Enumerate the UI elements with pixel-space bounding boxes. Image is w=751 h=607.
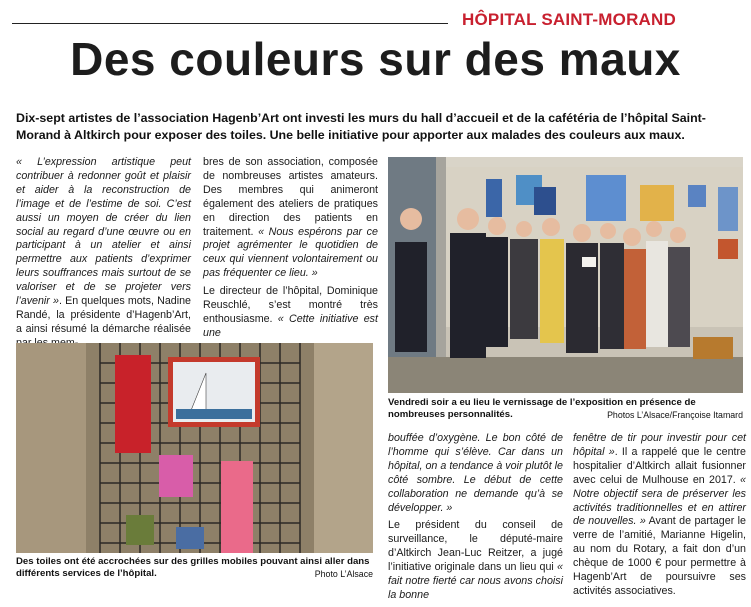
article-column-1 [16, 156, 191, 355]
article-column-3 [388, 432, 563, 607]
photo-vernissage-caption [388, 397, 743, 421]
caption-text: Des toiles ont été accrochées sur des grilles mobiles pouvant ainsi aller dans différents services de l’hôpital. [16, 556, 370, 579]
article-column-4 [573, 432, 746, 603]
body-text: . Il a rappelé que le centre hospitalier d’Altkirch allait fusionner avec celui de Mulhouse en 2017. [573, 445, 746, 486]
photo-grid-caption [16, 556, 373, 580]
body-text: Le directeur de l’hôpital, Dominique Reuschlé, s’est montré très enthousiasme. [203, 285, 378, 325]
quote: « L’expression artistique peut contribuer à redonner goût et plaisir et aider à la reconstruction de l’image et de l’estime de soi. C’est aussi un moyen de créer du lien social au regard d’une œuvre ou en participant à un atelier et ainsi permettre aux patients d’exprimer leurs souffrances mais surtout de se valoriser et de se projeter vers l’avenir » [16, 156, 191, 308]
photo-credit: Photo L’Alsace [314, 569, 373, 579]
photo-vernissage [388, 157, 743, 393]
quote: fenêtre de tir pour investir pour cet hôpital » [573, 432, 746, 458]
quote: « Cette initiative est une [203, 312, 378, 339]
quote: bouffée d’oxygène. Le bon côté de l’homme qui s’élève. Car dans un hôpital, on a tendance à voir plutôt le côté sombre. Le début de cette collaboration ne demande qu’à se développer. » [388, 432, 563, 514]
body-text: Le président du conseil de surveillance, le député-maire d’Altkirch Jean-Luc Reitzer, a jugé l’initiative originale dans un lieu qui [388, 519, 563, 574]
photo-credit: Photos L’Alsace/Françoise Itamard [607, 410, 743, 420]
section-rule [12, 23, 448, 24]
quote: « Notre objectif sera de préserver les activités traditionnelles et en attirer de nouvelles. » [573, 473, 746, 528]
section-label: HÔPITAL SAINT-MORAND [462, 10, 676, 29]
body-text: . En quelques mots, Nadine Randé, la présidente d’Hagenb’Art, a ainsi résumé la démarche réalisée [16, 295, 191, 335]
photo-grid-paintings [16, 343, 373, 553]
headline: Des couleurs sur des maux [70, 33, 681, 85]
caption-text: Vendredi soir a eu lieu le vernissage de l’exposition en présence de nombreuses personnalités. [388, 397, 696, 420]
quote: « Nous espérons par ce projet agrémenter le quotidien de ceux qui viennent volontairement ou pas fréquenter ce lieu. » [203, 225, 378, 280]
photo-vernissage-image [388, 157, 743, 393]
body-text: bres de son association, composée de nombreuses artistes amateurs. Des membres qui animeront également des ateliers de pratiques en direction des patients en traitement. [203, 156, 378, 238]
photo-grid-image [16, 343, 373, 553]
lead-paragraph: Dix-sept artistes de l’association Hagenb’Art ont investi les murs du hall d’accueil et de la cafétéria de l’hôpital Saint-Morand à Altkirch pour exposer des toiles. Une belle initiative pour apporter aux malades des couleurs aux maux. [16, 111, 706, 142]
article-column-2 [203, 156, 378, 345]
body-text: Avant de partager le verre de l’amitié, Marianne Higelin, au nom du Rotary, a fait don d’un chèque de 1000 € pour permettre à Hagenb’Art de poursuivre ses activités associatives. [573, 515, 746, 597]
quote: « fait notre fierté car nous avons choisi la bonne [388, 561, 563, 601]
